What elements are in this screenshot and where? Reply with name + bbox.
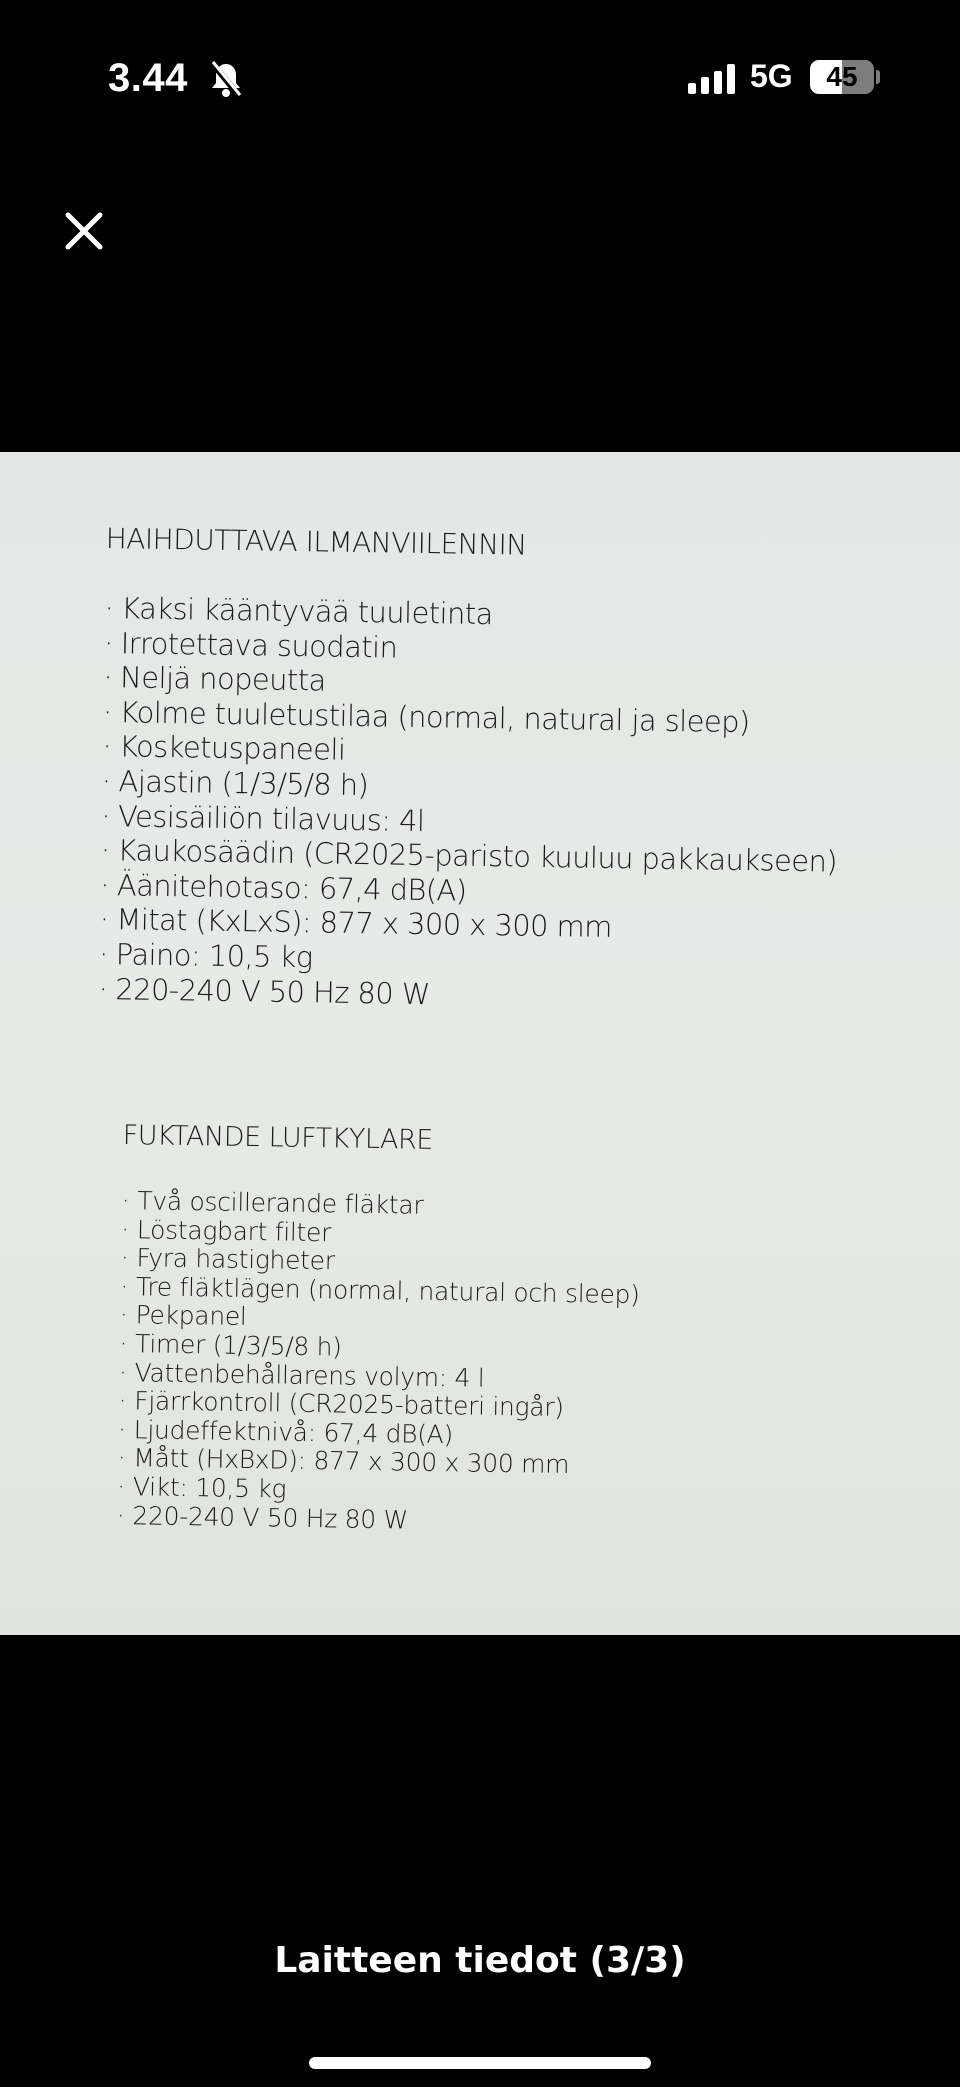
battery-icon: 45 — [810, 60, 874, 94]
list-item: · Pekpanel — [119, 1300, 247, 1332]
list-item: · 220-240 V 50 Hz 80 W — [98, 971, 431, 1011]
list-item: · Ljudeffektnivå: 67,4 dB(A) — [117, 1414, 454, 1449]
battery-nub — [876, 70, 880, 84]
list-item: · Mått (HxBxD): 877 x 300 x 300 mm — [117, 1443, 570, 1480]
home-indicator[interactable] — [309, 2057, 651, 2069]
list-item: · Två oscillerande fläktar — [121, 1185, 424, 1220]
swedish-heading: FUKTANDE LUFTKYLARE — [122, 1120, 434, 1156]
list-item: · Neljä nopeutta — [103, 660, 326, 698]
list-item: · Vattenbehållarens volym: 4 l — [118, 1357, 485, 1393]
finnish-spec-section — [98, 522, 842, 1018]
list-item: · Timer (1/3/5/8 h) — [119, 1328, 342, 1362]
status-time: 3.44 — [108, 56, 188, 100]
list-item: · 220-240 V 50 Hz 80 W — [116, 1500, 409, 1535]
list-item: · Kolme tuuletustilaa (normal, natural ja sleep) — [102, 694, 750, 739]
swedish-spec-list — [117, 1187, 642, 1538]
list-item: · Kaukosäädin (CR2025-paristo kuuluu pakkaukseen) — [100, 833, 838, 879]
list-item: · Irrotettava suodatin — [103, 625, 398, 665]
silent-bell-icon — [208, 60, 244, 100]
list-item: · Mitat (KxLxS): 877 x 300 x 300 mm — [99, 902, 613, 945]
status-bar — [0, 0, 960, 160]
list-item: · Äänitehotaso: 67,4 dB(A) — [100, 867, 467, 908]
product-info-photo[interactable] — [0, 452, 960, 1635]
list-item: · Kaksi kääntyvää tuuletinta — [104, 590, 493, 632]
list-item: · Kosketuspaneeli — [102, 729, 346, 768]
list-item: · Löstagbart filter — [121, 1214, 332, 1247]
close-icon[interactable] — [58, 205, 110, 257]
swedish-spec-section — [117, 1120, 643, 1538]
list-item: · Paino: 10,5 kg — [98, 936, 313, 975]
network-type: 5G — [750, 58, 793, 94]
list-item: · Vikt: 10,5 kg — [117, 1471, 287, 1504]
list-item: · Vesisäiliön tilavuus: 4l — [101, 798, 425, 838]
cellular-signal-icon — [688, 64, 736, 94]
list-item: · Ajastin (1/3/5/8 h) — [101, 763, 369, 803]
list-item: · Tre fläktlägen (normal, natural och sleep) — [120, 1271, 640, 1309]
image-caption: Laitteen tiedot (3/3) — [274, 1940, 686, 1981]
finnish-spec-list — [98, 591, 841, 1018]
spec-sheet — [0, 452, 960, 1635]
list-item: · Fjärrkontroll (CR2025-batteri ingår) — [118, 1386, 564, 1423]
list-item: · Fyra hastigheter — [120, 1243, 335, 1276]
finnish-heading: HAIHDUTTAVA ILMANVIILENNIN — [105, 522, 528, 562]
